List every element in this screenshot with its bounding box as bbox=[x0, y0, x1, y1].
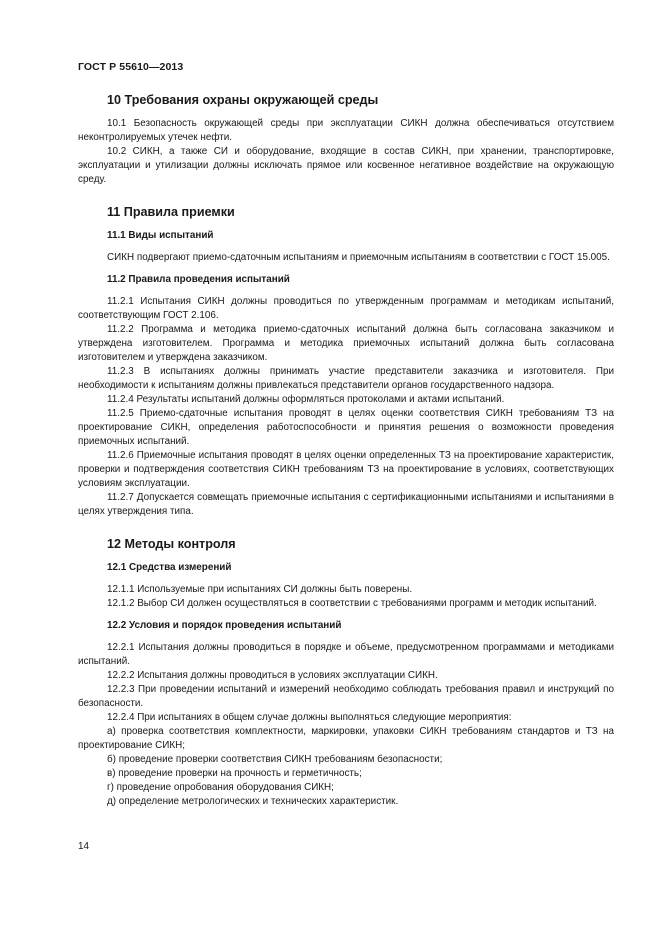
paragraph-11-2-5: 11.2.5 Приемо-сдаточные испытания проводят в целях оценки соответствия СИКН требованиям ТЗ на проектирование СИКН, определения работоспособности и принятия решения о возможности проведения приемочных испытаний. bbox=[78, 408, 614, 447]
list-item-b: б) проведение проверки соответствия СИКН требованиям безопасности; bbox=[107, 754, 443, 765]
subsection-12-2-title: 12.2 Условия и порядок проведения испытаний bbox=[107, 620, 342, 631]
paragraph-11-2-7: 11.2.7 Допускается совмещать приемочные испытания с сертификационными испытаниями и испытаниями в целях утверждения типа. bbox=[78, 492, 614, 517]
paragraph-12-2-1: 12.2.1 Испытания должны проводиться в порядке и объеме, предусмотренном программами и методиками испытаний. bbox=[78, 642, 614, 667]
subsection-12-1-title: 12.1 Средства измерений bbox=[107, 562, 232, 573]
paragraph-12-1-2: 12.1.2 Выбор СИ должен осуществляться в соответствии с требованиями программ и методик испытаний. bbox=[107, 598, 597, 609]
list-item-a: а) проверка соответствия комплектности, маркировки, упаковки СИКН требованиям стандартов и ТЗ на проектирование СИКН; bbox=[78, 726, 614, 751]
paragraph-12-1-1: 12.1.1 Используемые при испытаниях СИ должны быть поверены. bbox=[107, 584, 413, 595]
paragraph-11-2-3: 11.2.3 В испытаниях должны принимать участие представители заказчика и изготовителя. При необходимости к испытаниям должны привлекаться представители органов государственного надзора. bbox=[78, 366, 614, 391]
paragraph-12-2-2: 12.2.2 Испытания должны проводиться в условиях эксплуатации СИКН. bbox=[107, 670, 438, 681]
standard-code-header: ГОСТ Р 55610—2013 bbox=[78, 61, 184, 73]
paragraph-11-2-2: 11.2.2 Программа и методика приемо-сдаточных испытаний должна быть согласована заказчиком и утверждена изготовителем. Программа и методика приемочных испытаний должна быть согласована изготовителем и утверждена заказчиком. bbox=[78, 324, 614, 363]
subsection-11-2-title: 11.2 Правила проведения испытаний bbox=[107, 274, 290, 285]
page-number: 14 bbox=[78, 841, 89, 852]
document-body bbox=[78, 91, 614, 809]
section-12-title: 12 Методы контроля bbox=[107, 537, 236, 551]
paragraph-10-1: 10.1 Безопасность окружающей среды при эксплуатации СИКН должна обеспечиваться отсутствием неконтролируемых утечек нефти. bbox=[78, 118, 614, 143]
section-11-title: 11 Правила приемки bbox=[107, 205, 235, 219]
paragraph-12-2-4: 12.2.4 При испытаниях в общем случае должны выполняться следующие мероприятия: bbox=[107, 712, 512, 723]
paragraph-10-2: 10.2 СИКН, а также СИ и оборудование, входящие в состав СИКН, при хранении, транспортировке, эксплуатации и утилизации должны исключать прямое или косвенное негативное воздействие на окружающую среду. bbox=[78, 146, 614, 185]
paragraph-11-1: СИКН подвергают приемо-сдаточным испытаниям и приемочным испытаниям в соответствии с ГОСТ 15.005. bbox=[107, 252, 610, 263]
paragraph-12-2-3: 12.2.3 При проведении испытаний и измерений необходимо соблюдать требования правил и инструкций по безопасности. bbox=[78, 684, 614, 709]
list-item-g: г) проведение опробования оборудования СИКН; bbox=[107, 782, 334, 793]
paragraph-11-2-4: 11.2.4 Результаты испытаний должны оформляться протоколами и актами испытаний. bbox=[107, 394, 505, 405]
paragraph-11-2-6: 11.2.6 Приемочные испытания проводят в целях оценки определенных ТЗ на проектирование характеристик, проверки и подтверждения соответствия СИКН требованиям ТЗ на проектирование в условиях, соответствующих условиям эксплуатации. bbox=[78, 450, 614, 489]
paragraph-11-2-1: 11.2.1 Испытания СИКН должны проводиться по утвержденным программам и методикам испытаний, соответствующим ГОСТ 2.106. bbox=[78, 296, 614, 321]
section-10-title: 10 Требования охраны окружающей среды bbox=[107, 93, 379, 107]
list-item-v: в) проведение проверки на прочность и герметичность; bbox=[107, 768, 362, 779]
list-item-d: д) определение метрологических и технических характеристик. bbox=[107, 796, 399, 807]
subsection-11-1-title: 11.1 Виды испытаний bbox=[107, 230, 214, 241]
